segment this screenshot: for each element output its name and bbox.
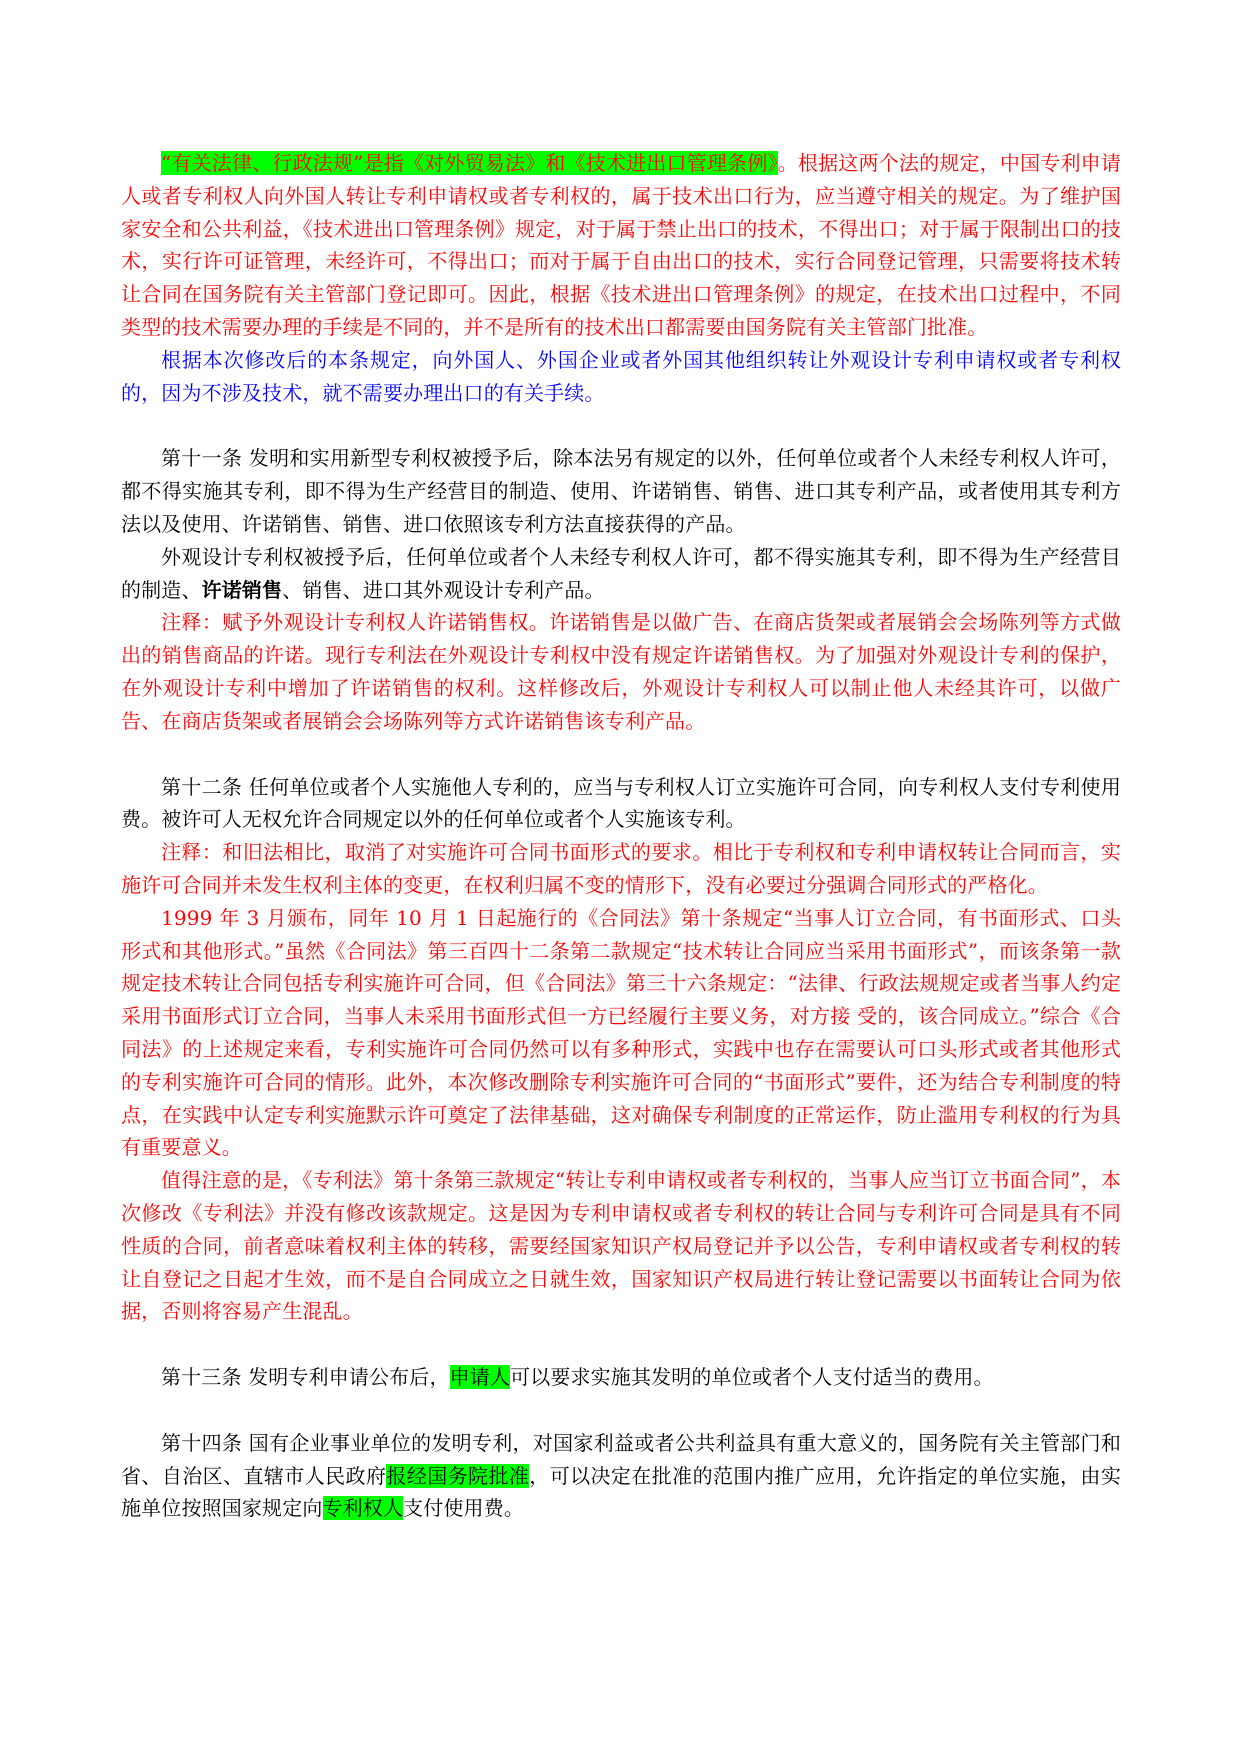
section-gap — [121, 1328, 1121, 1361]
highlight-applicant: 申请人 — [449, 1365, 511, 1390]
article-12-paragraph: 第十二条 任何单位或者个人实施他人专利的，应当与专利权人订立实施许可合同，向专利权人支付专利使用费。被许可人无权允许合同规定以外的任何单位或者个人实施该专利。 — [121, 774, 1121, 832]
article-12-note-3: 值得注意的是，《专利法》第十条第三款规定“转让专利申请权或者专利权的，当事人应当订立书面合同”，本次修改《专利法》并没有修改该款规定。这是因为专利申请权或者专利权的转让合同与专利许可合同是具有不同性质的合同，前者意味着权利主体的转移，需要经国家知识产权局登记并予以公告，专利申请权或者专利权的转让自登记之日起才生效，而不是自合同成立之日就生效，国家知识产权局进行转让登记需要以书面转让合同为依据，否则将容易产生混乱。 — [121, 1168, 1121, 1324]
section-gap — [121, 738, 1121, 771]
article-11-paragraph-1: 第十一条 发明和实用新型专利权被授予后，除本法另有规定的以外，任何单位或者个人未经专利权人许可，都不得实施其专利，即不得为生产经营目的制造、使用、许诺销售、销售、进口其专利产品，或者使用其专利方法以及使用、许诺销售、销售、进口依照该专利方法直接获得的产品。 — [121, 446, 1121, 536]
article-12-note-2: 1999 年 3 月颁布，同年 10 月 1 日起施行的《合同法》第十条规定“当事人订立合同，有书面形式、口头形式和其他形式。”虽然《合同法》第三百四十二条第二款规定“技术转让合同应当采用书面形式”，而该条第一款规定技术转让合同包括专利实施许可合同，但《合同法》第三十六条规定：“法律、行政法规规定或者当事人约定采用书面形式订立合同，当事人未采用书面形式但一方已经履行主要义务，对方接 受的，该合同成立。”综合《合同法》的上述规定来看，专利实施许可合同仍然可以有多种形式，实践中也存在需要认可口头形式或者其他形式的专利实施许可合同的情形。此外，本次修改删除专利实施许可合同的“书面形式”要件，还为结合专利制度的特点，在实践中认定专利实施默示许可奠定了法律基础，这对确保专利制度的正常运作，防止滥用专利权的行为具有重要意义。 — [121, 905, 1121, 1160]
highlight-patentee: 专利权人 — [322, 1496, 404, 1521]
article-14-text-c: 支付使用费。 — [403, 1496, 525, 1521]
section-gap — [121, 1394, 1121, 1427]
section-gap — [121, 409, 1121, 442]
document-body — [121, 147, 1121, 1525]
article-11-paragraph-2-text-a: 外观设计专利权被授予后，任何单位或者个人未经专利权人许可，都不得实施其专利，即不得为生产经营目的制造、 — [121, 544, 1121, 602]
article-11-paragraph-2 — [121, 541, 1121, 607]
article-13-text-a: 第十三条 发明专利申请公布后， — [161, 1365, 450, 1390]
bold-offer-to-sell: 许诺销售 — [201, 577, 283, 602]
article-11-note: 注释：赋予外观设计专利权人许诺销售权。许诺销售是以做广告、在商店货架或者展销会会场陈列等方式做出的销售商品的许诺。现行专利法在外观设计专利权中没有规定许诺销售权。为了加强对外观设计专利的保护，在外观设计专利中增加了许诺销售的权利。这样修改后，外观设计专利权人可以制止他人未经其许可，以做广告、在商店货架或者展销会会场陈列等方式许诺销售该专利产品。 — [121, 610, 1121, 733]
paragraph-design-patent-note: 根据本次修改后的本条规定，向外国人、外国企业或者外国其他组织转让外观设计专利申请权或者专利权的，因为不涉及技术，就不需要办理出口的有关手续。 — [121, 347, 1121, 405]
article-14-paragraph — [121, 1427, 1121, 1525]
highlight-laws: “有关法律、行政法规”是指《对外贸易法》和《技术进出口管理条例》 — [161, 151, 778, 175]
article-12-note-1: 注释：和旧法相比，取消了对实施许可合同书面形式的要求。相比于专利权和专利申请权转让合同而言，实施许可合同并未发生权利主体的变更，在权利归属不变的情形下，没有必要过分强调合同形式的严格化。 — [121, 840, 1121, 897]
article-14-text-a: 第十四条 国有企业事业单位的发明专利，对国家利益或者公共利益具有重大意义的，国务院有关主管部门和省、自治区、直辖市人民政府 — [121, 1430, 1121, 1488]
paragraph-explanation-laws — [121, 147, 1121, 344]
article-11-paragraph-2-text-b: 、销售、进口其外观设计专利产品。 — [282, 577, 605, 602]
article-13-text-b: 可以要求实施其发明的单位或者个人支付适当的费用。 — [510, 1365, 994, 1390]
article-13-paragraph — [121, 1361, 1121, 1394]
paragraph-explanation-laws-text: 。根据这两个法的规定，中国专利申请人或者专利权人向外国人转让专利申请权或者专利权的，属于技术出口行为，应当遵守相关的规定。为了维护国家安全和公共利益，《技术进出口管理条例》规定，对于属于禁止出口的技术，不得出口；对于属于限制出口的技术，实行许可证管理，未经许可，不得出口；而对于属于自由出口的技术，实行合同登记管理，只需要将技术转让合同在国务院有关主管部门登记即可。因此，根据《技术进出口管理条例》的规定，在技术出口过程中，不同类型的技术需要办理的手续是不同的，并不是所有的技术出口都需要由国务院有关主管部门批准。 — [121, 151, 1121, 339]
article-14-text-b: ，可以决定在批准的范围内推广应用，允许指定的单位实施，由实施单位按照国家规定向 — [121, 1463, 1121, 1521]
highlight-state-council-approval: 报经国务院批准 — [386, 1463, 530, 1488]
